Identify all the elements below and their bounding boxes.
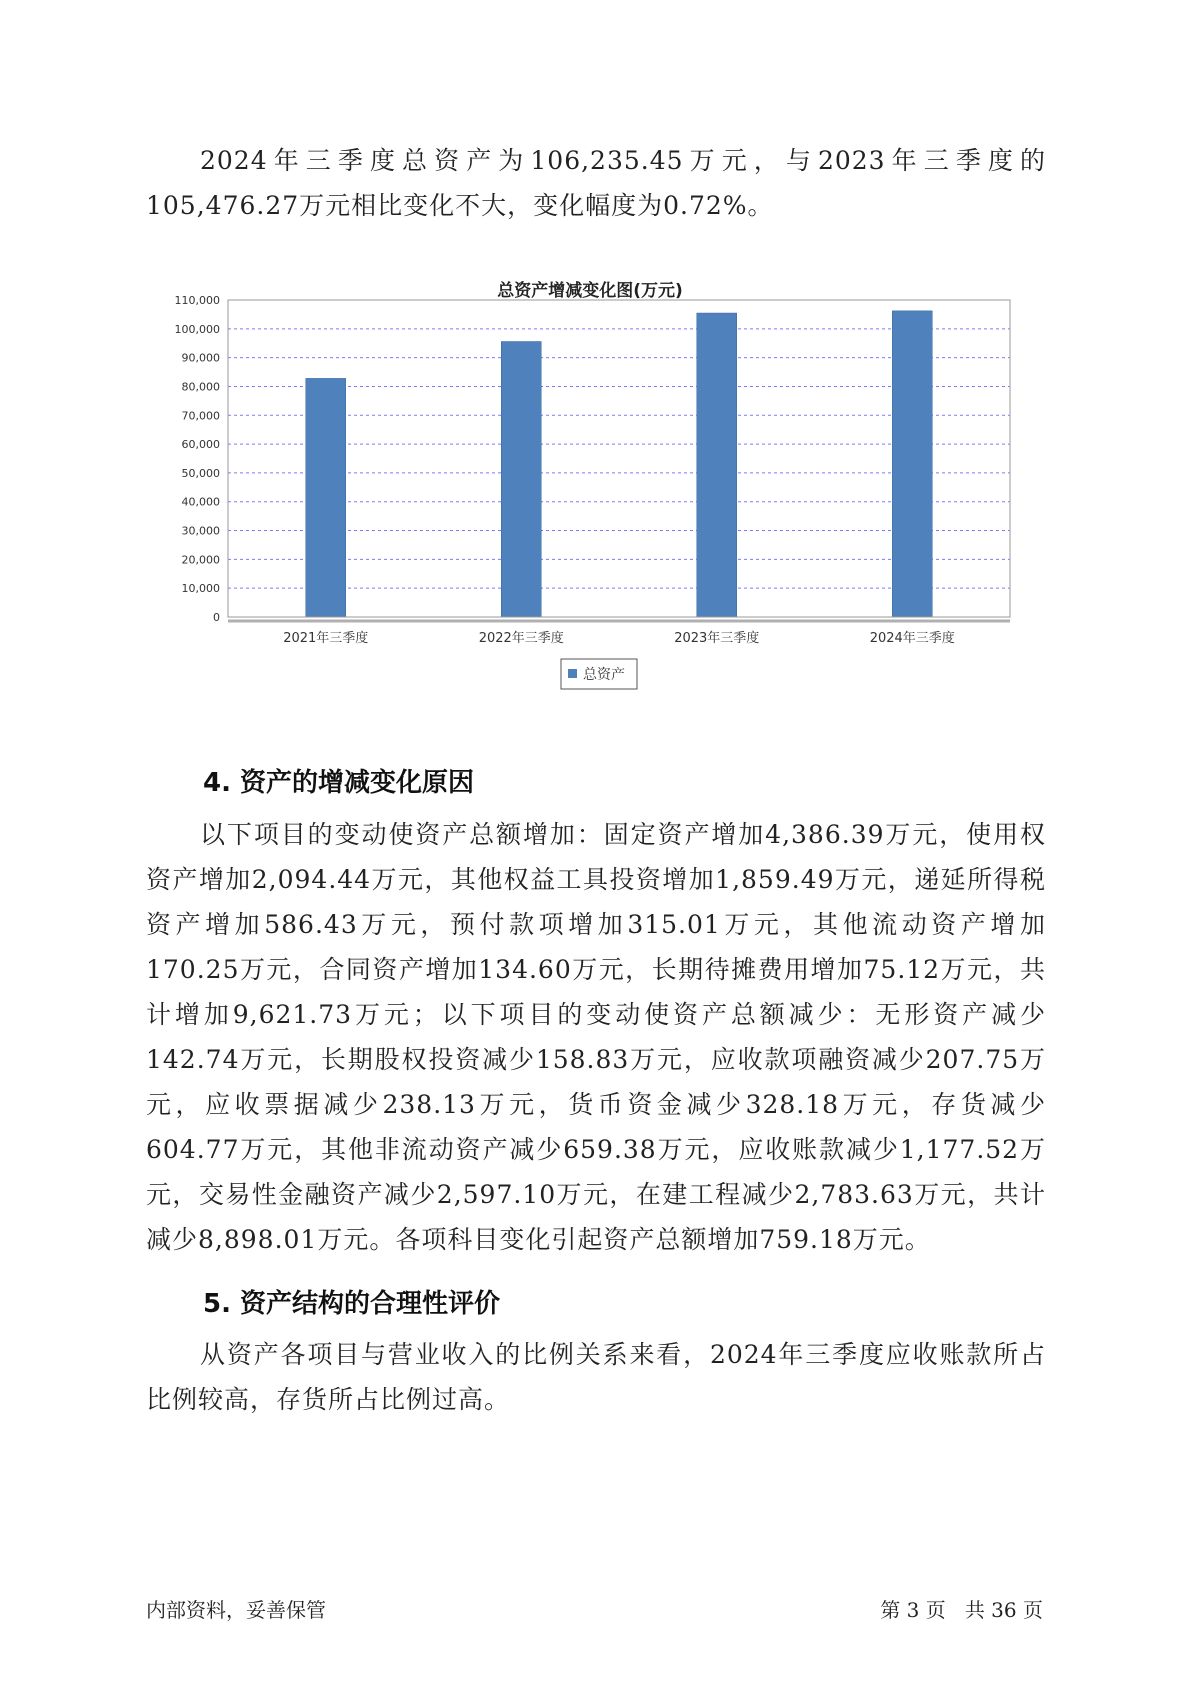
y-tick-label: 70,000 xyxy=(181,409,220,423)
bar-1 xyxy=(306,378,346,617)
heading-section-4: 4. 资产的增减变化原因 xyxy=(203,768,475,798)
y-tick-label: 60,000 xyxy=(181,438,220,452)
paragraph-change-reasons: 以下项目的变动使资产总额增加：固定资产增加4,386.39万元，使用权资产增加2,094.44万元，其他权益工具投资增加1,859.49万元，递延所得税资产增加586.43万元，预付款项增加315.01万元，其他流动资产增加170.25万元，合同资产增加134.60万元，长期待摊费用增加75.12万元，共计增加9,621.73万元；以下项目的变动使资产总额减少：无形资产减少142.74万元，长期股权投资减少158.83万元，应收款项融资减少207.75万元，应收票据减少238.13万元，货币资金减少328.18万元，存货减少604.77万元，其他非流动资产减少659.38万元，应收账款减少1,177.52万元，交易性金融资产减少2,597.10万元，在建工程减少2,783.63万元，共计减少8,898.01万元。各项科目变化引起资产总额增加759.18万元。 xyxy=(146,820,1046,1254)
y-tick-label: 110,000 xyxy=(174,294,220,307)
x-tick-label: 2023年三季度 xyxy=(674,631,760,646)
y-tick-label: 0 xyxy=(213,611,220,624)
bar-3 xyxy=(697,313,737,617)
bar-4 xyxy=(892,311,932,617)
y-tick-label: 30,000 xyxy=(181,524,220,538)
paragraph-total-assets: 2024年三季度总资产为106,235.45万元，与2023年三季度的105,476.27万元相比变化不大，变化幅度为0.72%。 xyxy=(146,146,1046,220)
x-tick-label: 2024年三季度 xyxy=(869,631,955,646)
chart-y-axis xyxy=(175,294,221,624)
chart-bars xyxy=(306,311,933,617)
y-tick-label: 80,000 xyxy=(181,380,220,394)
legend-label: 总资产 xyxy=(583,667,625,683)
bar-2 xyxy=(501,341,541,617)
chart-legend xyxy=(561,659,637,689)
y-tick-label: 40,000 xyxy=(181,495,220,509)
chart-title: 总资产增减变化图(万元) xyxy=(497,281,683,301)
x-tick-label: 2022年三季度 xyxy=(478,631,564,646)
y-tick-label: 100,000 xyxy=(174,322,220,336)
x-tick-label: 2021年三季度 xyxy=(283,631,369,646)
y-tick-label: 90,000 xyxy=(181,351,220,365)
legend-swatch xyxy=(568,669,577,678)
footer-page-number: 第 3 页 共 36 页 xyxy=(880,1598,1043,1622)
y-tick-label: 50,000 xyxy=(181,466,220,480)
paragraph-structure-evaluation: 从资产各项目与营业收入的比例关系来看，2024年三季度应收账款所占比例较高，存货所占比例过高。 xyxy=(146,1340,1046,1414)
y-tick-label: 10,000 xyxy=(181,582,220,596)
heading-section-5: 5. 资产结构的合理性评价 xyxy=(203,1289,501,1319)
footer-confidential: 内部资料，妥善保管 xyxy=(146,1598,326,1622)
total-assets-bar-chart xyxy=(150,270,1030,720)
y-tick-label: 20,000 xyxy=(181,553,220,567)
chart-x-axis xyxy=(283,630,955,646)
